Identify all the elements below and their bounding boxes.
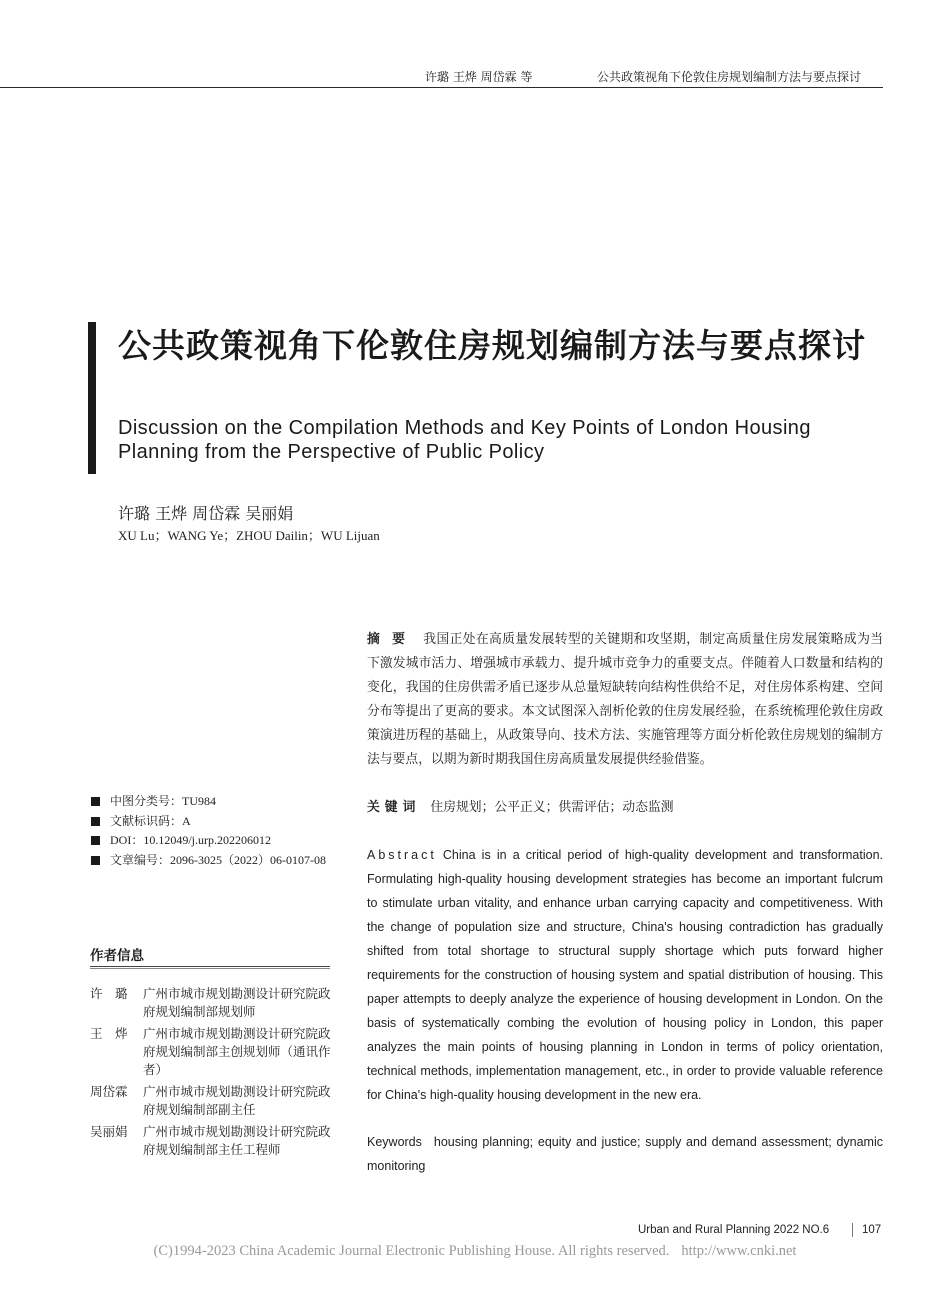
- article-title-en: Discussion on the Compilation Methods and Key Points of London Housing Planning from the Perspective of Public Policy: [118, 417, 811, 463]
- footer-separator: [852, 1223, 853, 1237]
- author-affiliation: 广州市城市规划勘测设计研究院政府规划编制部主任工程师: [143, 1124, 331, 1157]
- meta-item: 文章编号：2096-3025（2022）06-0107-08: [90, 851, 340, 871]
- abstract-cn-text: 我国正处在高质量发展转型的关键期和攻坚期，制定高质量住房发展策略成为当下激发城市活力、增强城市承载力、提升城市竞争力的重要支点。伴随着人口数量和结构的变化，我国的住房供需矛盾已逐步从总量短缺转向结构性供给不足，对住房体系构建、空间分布等提出了更高的要求。本文试图深入剖析伦敦的住房发展经验，在系统梳理伦敦住房政策演进历程的基础上，从政策导向、技术方法、实施管理等方面分析伦敦住房规划的编制方法与要点，以期为新时期我国住房高质量发展提供经验借鉴。: [367, 632, 884, 767]
- author-info-item: [90, 1083, 340, 1119]
- square-bullet-icon: [91, 856, 100, 865]
- author-info-rule: [90, 966, 330, 967]
- author-info-item: [90, 1123, 340, 1159]
- keywords-cn-label: 关键词: [367, 800, 421, 815]
- meta-item: DOI：10.12049/j.urp.202206012: [90, 831, 340, 851]
- author-affiliation: 广州市城市规划勘测设计研究院政府规划编制部副主任: [143, 1084, 331, 1117]
- article-title-cn: 公共政策视角下伦敦住房规划编制方法与要点探讨: [118, 326, 866, 365]
- keywords-cn-text: 住房规划；公平正义；供需评估；动态监测: [430, 800, 674, 815]
- abstract-en-label: Abstract: [367, 848, 437, 862]
- abstract-cn: [367, 628, 883, 772]
- meta-item: 文献标识码：A: [90, 812, 340, 832]
- keywords-cn: [367, 797, 883, 819]
- keywords-en-text: housing planning; equity and justice; supply and demand assessment; dynamic monitoring: [367, 1135, 883, 1173]
- keywords-en: [367, 1130, 883, 1178]
- copyright-watermark: [0, 1243, 950, 1260]
- running-header-authors: 许璐 王烨 周岱霖 等: [425, 70, 533, 84]
- running-header-title: 公共政策视角下伦敦住房规划编制方法与要点探讨: [597, 70, 862, 84]
- footer-journal: Urban and Rural Planning 2022 NO.6: [638, 1224, 830, 1236]
- authors-en: XU Lu；WANG Ye；ZHOU Dailin；WU Lijuan: [118, 528, 380, 543]
- author-affiliation: 广州市城市规划勘测设计研究院政府规划编制部主创规划师（通讯作者）: [143, 1026, 331, 1077]
- abstract-en-text: China is in a critical period of high-quality development and transformation. Formulating high-quality housing development strategies has become an important fulcrum to stimulate urban vitality, and enhance urban carrying capacity and competitiveness. With the change of population size and structure, China's housing contradiction has gradually shifted from total shortage to structural supply shortage which puts forward higher requirements for the construction of housing system and spatial distribution of housing. This paper attempts to deeply analyze the experience of housing development in London. On the basis of systematically combing the evolution of housing policy in London, this paper analyzes the main points of housing planning in London in terms of policy orientation, technical methods, implementation management, etc., in order to provide valuable reference for China's high-quality housing development in the new era.: [367, 848, 883, 1102]
- author-info-list: [90, 985, 340, 1163]
- author-info-item: [90, 1025, 340, 1079]
- square-bullet-icon: [91, 817, 100, 826]
- meta-item: 中图分类号：TU984: [90, 792, 340, 812]
- author-name: 吴丽娟: [90, 1124, 128, 1139]
- author-info-item: [90, 985, 340, 1021]
- author-info-heading: 作者信息: [90, 948, 144, 964]
- page-number: 107: [862, 1224, 882, 1236]
- copyright-text: (C)1994-2023 China Academic Journal Electronic Publishing House. All rights reserved.: [153, 1243, 670, 1259]
- title-accent-bar: [88, 322, 96, 474]
- square-bullet-icon: [91, 797, 100, 806]
- author-name: 许 璐: [90, 986, 128, 1001]
- header-rule: [0, 87, 883, 88]
- abstract-en: [367, 843, 883, 1107]
- copyright-url: http://www.cnki.net: [681, 1243, 797, 1259]
- square-bullet-icon: [91, 836, 100, 845]
- author-affiliation: 广州市城市规划勘测设计研究院政府规划编制部规划师: [143, 986, 331, 1019]
- author-name: 王 烨: [90, 1026, 128, 1041]
- abstract-cn-label: 摘要: [367, 632, 418, 647]
- article-metadata: [90, 792, 340, 870]
- keywords-en-label: Keywords: [367, 1135, 422, 1149]
- author-info-rule: [90, 968, 330, 969]
- author-name: 周岱霖: [90, 1084, 128, 1099]
- authors-cn: 许璐 王烨 周岱霖 吴丽娟: [118, 504, 294, 523]
